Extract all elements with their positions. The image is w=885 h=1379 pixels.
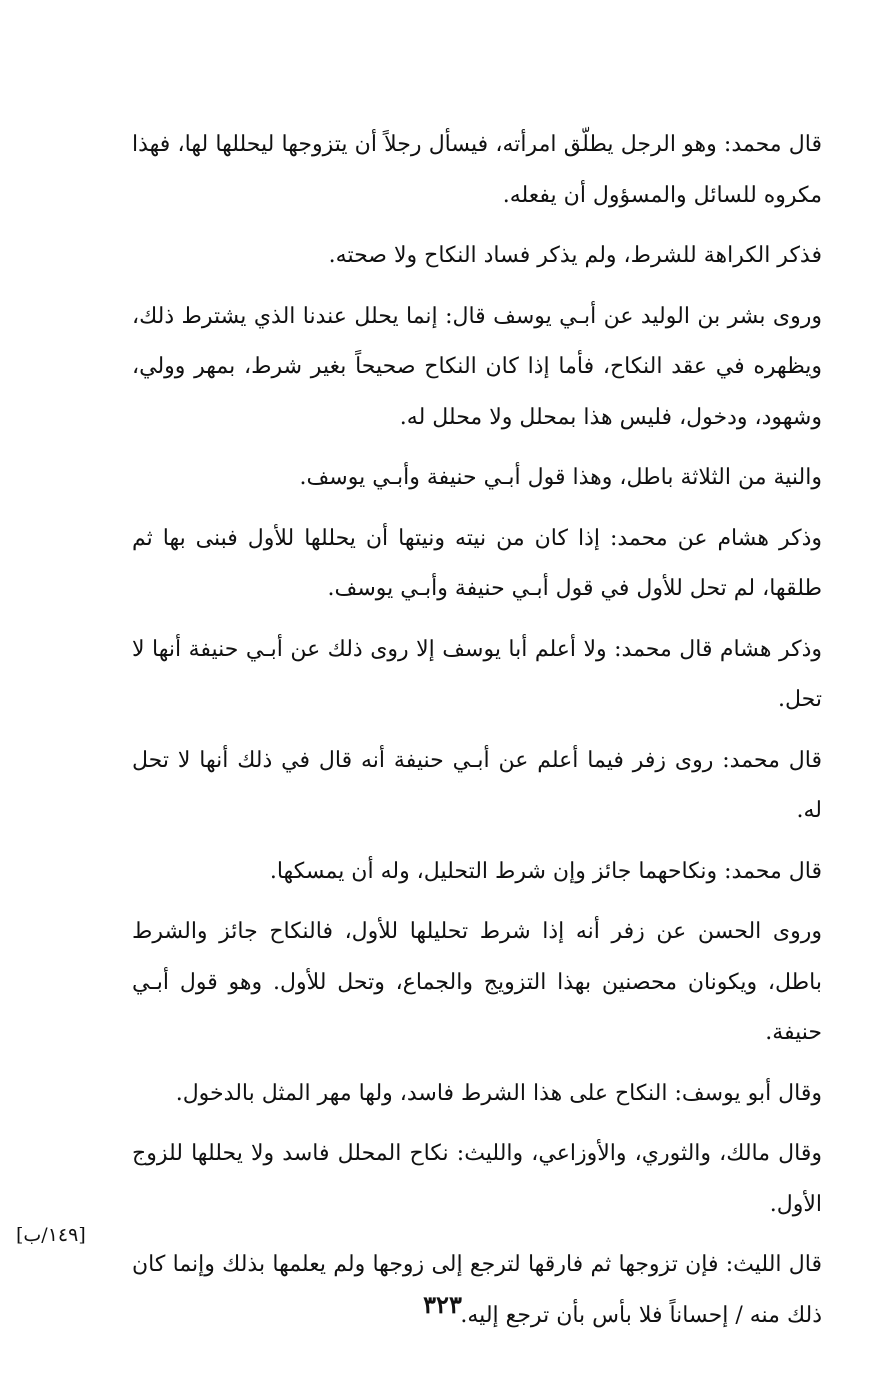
paragraph-4: والنية من الثلاثة باطل، وهذا قول أبـي حنيفة وأبـي يوسف. xyxy=(299,465,822,490)
paragraph-1: قال محمد: وهو الرجل يطلّق امرأته، فيسأل رجلاً أن يتزوجها ليحللها لها، فهذا مكروه للسائل والمسؤول أن يفعله. xyxy=(132,132,822,208)
main-text xyxy=(132,120,822,1351)
page-number: ٣٢٣ xyxy=(423,1290,462,1319)
paragraph-10: وقال أبو يوسف: النكاح على هذا الشرط فاسد، ولها مهر المثل بالدخول. xyxy=(175,1080,822,1106)
paragraph-9: وروى الحسن عن زفر أنه إذا شرط تحليلها للأول، فالنكاح جائز والشرط باطل، ويكونان محصنين بهذا التزويج والجماع، وتحل للأول. وهو قول أبـي حنيفة. xyxy=(132,919,822,1045)
paragraph-5: وذكر هشام عن محمد: إذا كان من نيته ونيتها أن يحللها للأول فبنى بها ثم طلقها، لم تحل للأول في قول أبـي حنيفة وأبـي يوسف. xyxy=(132,525,822,601)
paragraph-3: وروى بشر بن الوليد عن أبـي يوسف قال: إنما يحلل عندنا الذي يشترط ذلك، ويظهره في عقد النكاح، فأما إذا كان النكاح صحيحاً بغير شرط، بمهر وولي، وشهود، ودخول، فليس هذا بمحلل ولا محلل له. xyxy=(132,303,822,430)
paragraph-8: قال محمد: ونكاحهما جائز وإن شرط التحليل، وله أن يمسكها. xyxy=(269,858,822,884)
paragraph-6: وذكر هشام قال محمد: ولا أعلم أبا يوسف إلا روى ذلك عن أبـي حنيفة أنها لا تحل. xyxy=(132,636,822,712)
manuscript-folio-note: [١٤٩/ب] xyxy=(16,1224,86,1246)
paragraph-12: قال الليث: فإن تزوجها ثم فارقها لترجع إلى زوجها ولم يعلمها بذلك وإنما كان ذلك منه / إحساناً فلا بأس بأن ترجع إليه. xyxy=(132,1252,822,1328)
paragraph-11: وقال مالك، والثوري، والأوزاعي، والليث: نكاح المحلل فاسد ولا يحللها للزوج الأول. xyxy=(132,1141,822,1217)
paragraph-2: فذكر الكراهة للشرط، ولم يذكر فساد النكاح ولا صحته. xyxy=(328,243,822,268)
paragraph-7: قال محمد: روى زفر فيما أعلم عن أبـي حنيفة أنه قال في ذلك أنها لا تحل له. xyxy=(132,747,822,823)
